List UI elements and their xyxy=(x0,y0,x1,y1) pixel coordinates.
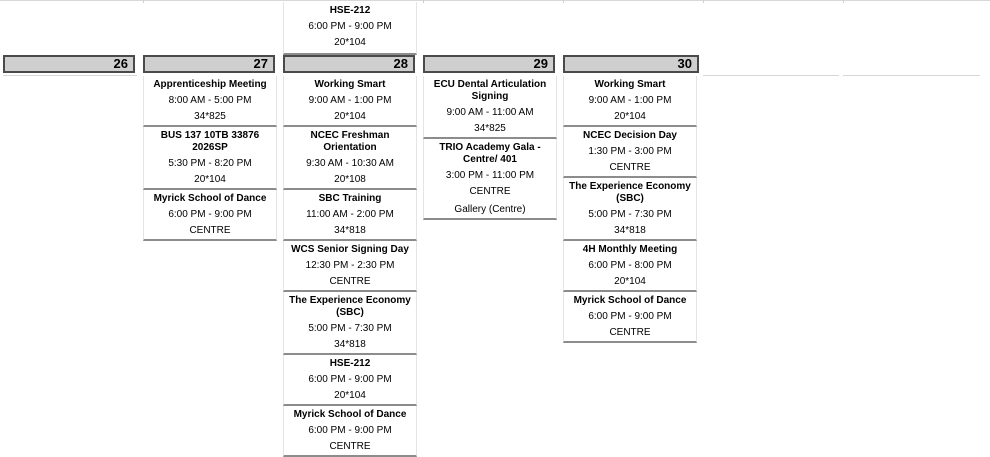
event-title: SBC Training xyxy=(318,193,382,204)
event-title: 4H Monthly Meeting xyxy=(582,244,678,255)
grid-tick xyxy=(703,0,704,3)
event-time: 12:30 PM - 2:30 PM xyxy=(305,260,395,271)
calendar-event[interactable] xyxy=(283,355,417,406)
calendar-event[interactable] xyxy=(563,292,697,343)
event-time: 6:00 PM - 9:00 PM xyxy=(588,311,672,322)
day-28-events xyxy=(283,76,417,457)
event-time: 5:00 PM - 7:30 PM xyxy=(308,323,392,334)
event-time: 9:00 AM - 1:00 PM xyxy=(308,95,392,106)
event-room: 34*818 xyxy=(334,339,366,350)
event-room: 20*104 xyxy=(334,390,366,401)
day-header-30 xyxy=(563,55,699,73)
day-header-27 xyxy=(143,55,275,73)
event-title: BUS 137 10TB 33876 2026SP xyxy=(160,130,260,153)
event-room: 20*104 xyxy=(334,37,366,48)
event-room: CENTRE xyxy=(609,162,651,173)
calendar-event[interactable] xyxy=(563,178,697,241)
event-title: WCS Senior Signing Day xyxy=(291,244,409,255)
day-header-28 xyxy=(283,55,415,73)
calendar-event[interactable] xyxy=(283,127,417,190)
calendar-event[interactable] xyxy=(283,190,417,241)
event-title: TRIO Academy Gala - Centre/ 401 xyxy=(439,142,541,165)
day-number: 30 xyxy=(677,56,692,71)
event-title: ECU Dental Articulation Signing xyxy=(433,79,547,102)
event-room: 20*108 xyxy=(334,174,366,185)
event-time: 6:00 PM - 8:00 PM xyxy=(588,260,672,271)
day-30-events xyxy=(563,76,697,343)
event-time: 9:00 AM - 1:00 PM xyxy=(588,95,672,106)
event-room: 34*825 xyxy=(474,123,506,134)
day-header-29 xyxy=(423,55,555,73)
event-title: Apprenticeship Meeting xyxy=(153,79,267,90)
event-room: 20*104 xyxy=(194,174,226,185)
calendar-event[interactable] xyxy=(423,76,557,139)
event-room: 20*104 xyxy=(614,111,646,122)
calendar-event[interactable] xyxy=(143,76,277,127)
event-time: 6:00 PM - 9:00 PM xyxy=(308,374,392,385)
calendar-event[interactable] xyxy=(143,190,277,241)
event-time: 9:00 AM - 11:00 AM xyxy=(446,107,534,118)
calendar-event[interactable] xyxy=(283,406,417,457)
event-room: CENTRE xyxy=(469,186,511,197)
event-time: 5:00 PM - 7:30 PM xyxy=(588,209,672,220)
calendar-event[interactable] xyxy=(563,241,697,292)
event-time: 6:00 PM - 9:00 PM xyxy=(308,21,392,32)
calendar-event[interactable] xyxy=(423,139,557,220)
day-number: 27 xyxy=(253,56,268,71)
calendar-event[interactable] xyxy=(283,76,417,127)
event-title: NCEC Freshman Orientation xyxy=(310,130,390,153)
day-number: 29 xyxy=(533,56,548,71)
event-time: 8:00 AM - 5:00 PM xyxy=(168,95,252,106)
event-room: CENTRE xyxy=(329,441,371,452)
event-time: 6:00 PM - 9:00 PM xyxy=(308,425,392,436)
event-time: 6:00 PM - 9:00 PM xyxy=(168,209,252,220)
calendar-event[interactable] xyxy=(143,127,277,190)
event-room: 20*104 xyxy=(614,276,646,287)
event-time: 9:30 AM - 10:30 AM xyxy=(306,158,394,169)
grid-tick xyxy=(563,0,564,3)
empty-day-separator xyxy=(703,75,839,76)
grid-tick xyxy=(143,0,144,3)
event-room: 20*104 xyxy=(334,111,366,122)
empty-day-separator xyxy=(843,75,980,76)
event-title: Myrick School of Dance xyxy=(153,193,267,204)
event-title: The Experience Economy (SBC) xyxy=(569,181,691,204)
event-title: NCEC Decision Day xyxy=(583,130,677,141)
calendar-event[interactable] xyxy=(283,2,417,55)
day-number: 26 xyxy=(113,56,128,71)
event-time: 5:30 PM - 8:20 PM xyxy=(168,158,252,169)
event-time: 3:00 PM - 11:00 PM xyxy=(445,170,535,181)
calendar-event[interactable] xyxy=(283,292,417,355)
event-title: HSE-212 xyxy=(329,358,371,369)
event-room: 34*825 xyxy=(194,111,226,122)
calendar-event[interactable] xyxy=(563,127,697,178)
day-29-events xyxy=(423,76,557,220)
event-room: CENTRE xyxy=(189,225,231,236)
event-location: Gallery (Centre) xyxy=(454,204,526,215)
empty-day-separator xyxy=(3,75,137,76)
event-room: CENTRE xyxy=(329,276,371,287)
day-header-26 xyxy=(3,55,135,73)
grid-tick xyxy=(843,0,844,3)
event-room: 34*818 xyxy=(334,225,366,236)
event-title: The Experience Economy (SBC) xyxy=(289,295,411,318)
event-time: 11:00 AM - 2:00 PM xyxy=(306,209,394,220)
event-room: 34*818 xyxy=(614,225,646,236)
day-number: 28 xyxy=(393,56,408,71)
calendar-event[interactable] xyxy=(283,241,417,292)
event-title: Working Smart xyxy=(314,79,386,90)
day-27-events xyxy=(143,76,277,241)
top-grid-line xyxy=(0,0,990,1)
event-title: Myrick School of Dance xyxy=(573,295,687,306)
event-time: 1:30 PM - 3:00 PM xyxy=(588,146,672,157)
calendar-event[interactable] xyxy=(563,76,697,127)
event-title: Working Smart xyxy=(594,79,666,90)
carryover-event-list xyxy=(283,2,417,55)
event-room: CENTRE xyxy=(609,327,651,338)
event-title: HSE-212 xyxy=(329,5,371,16)
grid-tick xyxy=(423,0,424,3)
event-title: Myrick School of Dance xyxy=(293,409,407,420)
